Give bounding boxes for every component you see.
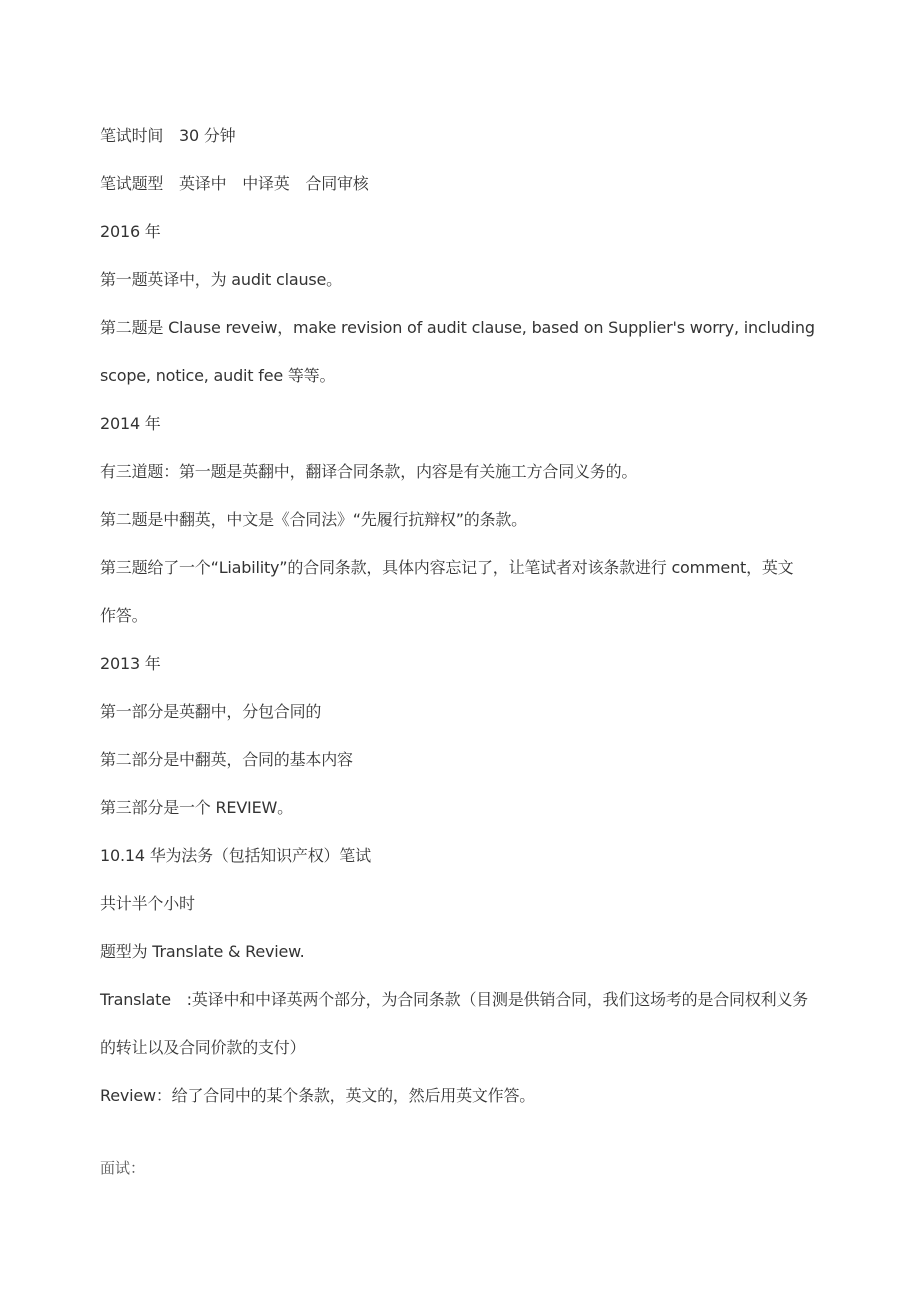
text-line: 第三题给了一个“Liability”的合同条款，具体内容忘记了，让笔试者对该条款进行 comment，英文 [100, 558, 794, 577]
text-line: 有三道题：第一题是英翻中，翻译合同条款，内容是有关施工方合同义务的。 [100, 462, 638, 481]
interview-heading: 面试： [100, 1159, 146, 1177]
text-line: 第二题是中翻英，中文是《合同法》“先履行抗辩权”的条款。 [100, 510, 527, 529]
paragraph-spacer [100, 1120, 825, 1144]
text-line: 第一题英译中，为 audit clause。 [100, 270, 342, 289]
exam-type-line: 笔试题型 英译中 中译英 合同审核 [100, 174, 369, 193]
text-line: 题型为 Translate & Review. [100, 942, 305, 961]
text-line: 第三部分是一个 REVIEW。 [100, 798, 293, 817]
year-2016-heading: 2016 年 [100, 222, 161, 241]
year-2013-heading: 2013 年 [100, 654, 161, 673]
text-line: scope, notice, audit fee 等等。 [100, 366, 336, 385]
document-body [100, 112, 825, 1192]
text-line: 的转让以及合同价款的支付） [100, 1038, 306, 1057]
exam-time-line: 笔试时间 30 分钟 [100, 126, 236, 145]
text-line: 第二部分是中翻英，合同的基本内容 [100, 750, 353, 769]
text-line: 共计半个小时 [100, 894, 195, 913]
text-line: 第一部分是英翻中，分包合同的 [100, 702, 322, 721]
text-line: Review：给了合同中的某个条款，英文的，然后用英文作答。 [100, 1086, 536, 1105]
text-line: 作答。 [100, 606, 148, 625]
huawei-exam-heading: 10.14 华为法务（包括知识产权）笔试 [100, 846, 371, 865]
text-line: Translate :英译中和中译英两个部分，为合同条款（目测是供销合同，我们这场考的是合同权利义务 [100, 990, 809, 1009]
text-line: 第二题是 Clause reveiw，make revision of audit clause, based on Supplier's worry, including [100, 318, 815, 337]
year-2014-heading: 2014 年 [100, 414, 161, 433]
